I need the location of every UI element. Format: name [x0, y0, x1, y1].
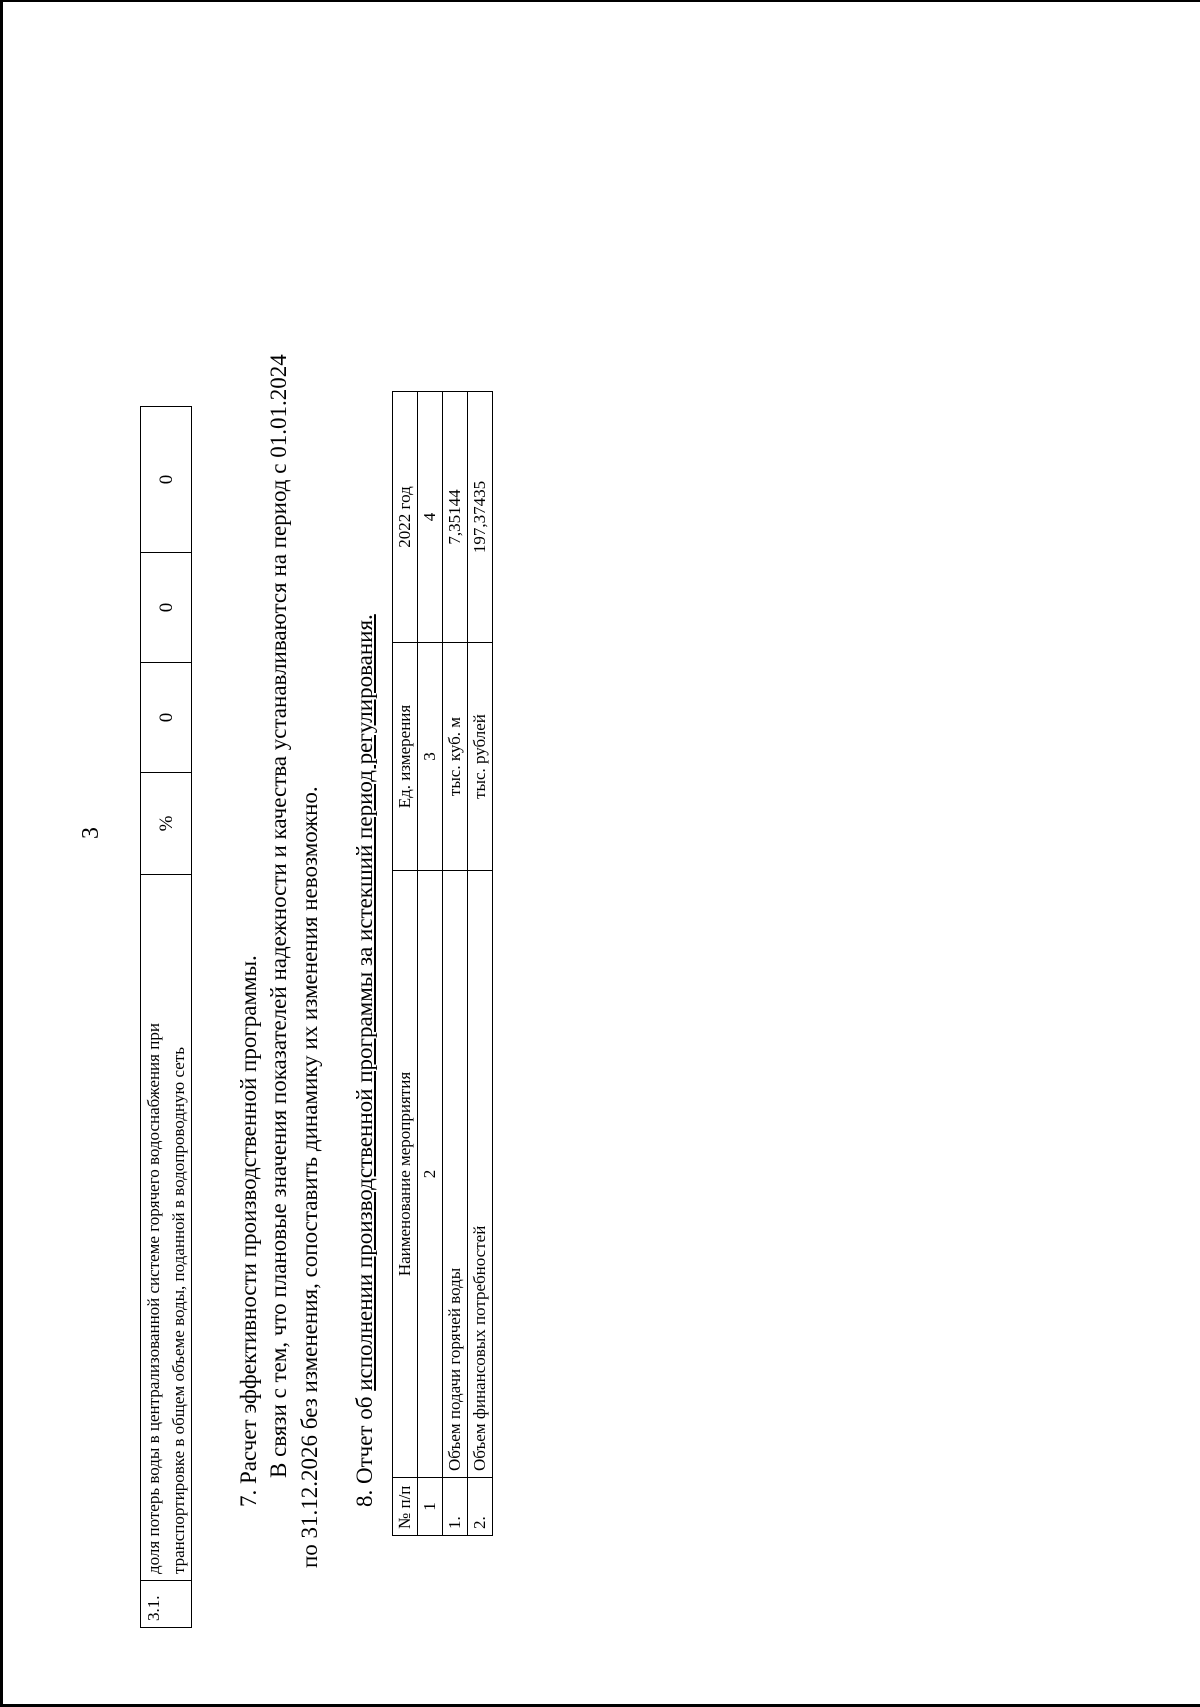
table-cell: Объем подачи горячей воды [443, 871, 468, 1478]
indicator-name-line-2: транспортировке в общем объеме воды, поданной в водопроводную сеть [169, 1047, 188, 1574]
value-cell: 0 [141, 663, 192, 773]
value-cell: 0 [141, 553, 192, 663]
page-number: 3 [78, 827, 104, 839]
report-table [392, 391, 493, 1536]
column-header: Наименование мероприятия [393, 871, 418, 1478]
section-8-heading-underlined: исполнении производственной программы за истекший период регулирования. [352, 614, 377, 1391]
table-cell: тыс. куб. м [443, 643, 468, 871]
section-8-heading [352, 614, 378, 1507]
section-7-heading: 7. Расчет эффективности производственной программы. [236, 955, 261, 1507]
column-header: Ед. измерения [393, 643, 418, 871]
row-number: 3.1. [141, 1581, 192, 1628]
column-header: 2022 год [393, 392, 418, 643]
value-cell: 0 [141, 407, 192, 553]
column-header: № п/п [393, 1478, 418, 1536]
table-index-row [418, 392, 443, 1536]
table-row [443, 392, 468, 1536]
table-cell: 2. [468, 1478, 493, 1536]
section-7-paragraph-line-1: В связи с тем, что плановые значения показателей надежности и качества устанавливаются на период с 01.01.2024 [266, 354, 291, 1478]
rotated-page-content [0, 77, 1200, 1707]
table-cell: 1. [443, 1478, 468, 1536]
indicator-name [141, 875, 192, 1581]
table-cell: тыс. рублей [468, 643, 493, 871]
table-cell: 2 [418, 871, 443, 1478]
indicator-name-line-1: доля потерь воды в централизованной системе горячего водоснабжения при [144, 1023, 163, 1574]
table-header-row [393, 392, 418, 1536]
table-row [141, 407, 192, 1628]
table-cell: 197,37435 [468, 392, 493, 643]
table-cell: 3 [418, 643, 443, 871]
unit-cell: % [141, 773, 192, 875]
table-cell: Объем финансовых потребностей [468, 871, 493, 1478]
table-row [468, 392, 493, 1536]
table-cell: 1 [418, 1478, 443, 1536]
table-cell: 7,35144 [443, 392, 468, 643]
table-cell: 4 [418, 392, 443, 643]
indicator-table [140, 406, 192, 1628]
section-8-heading-prefix: 8. Отчет об [352, 1390, 377, 1507]
section-7-paragraph-line-2: по 31.12.2026 без изменения, сопоставить динамику их изменения невозможно. [297, 786, 322, 1568]
